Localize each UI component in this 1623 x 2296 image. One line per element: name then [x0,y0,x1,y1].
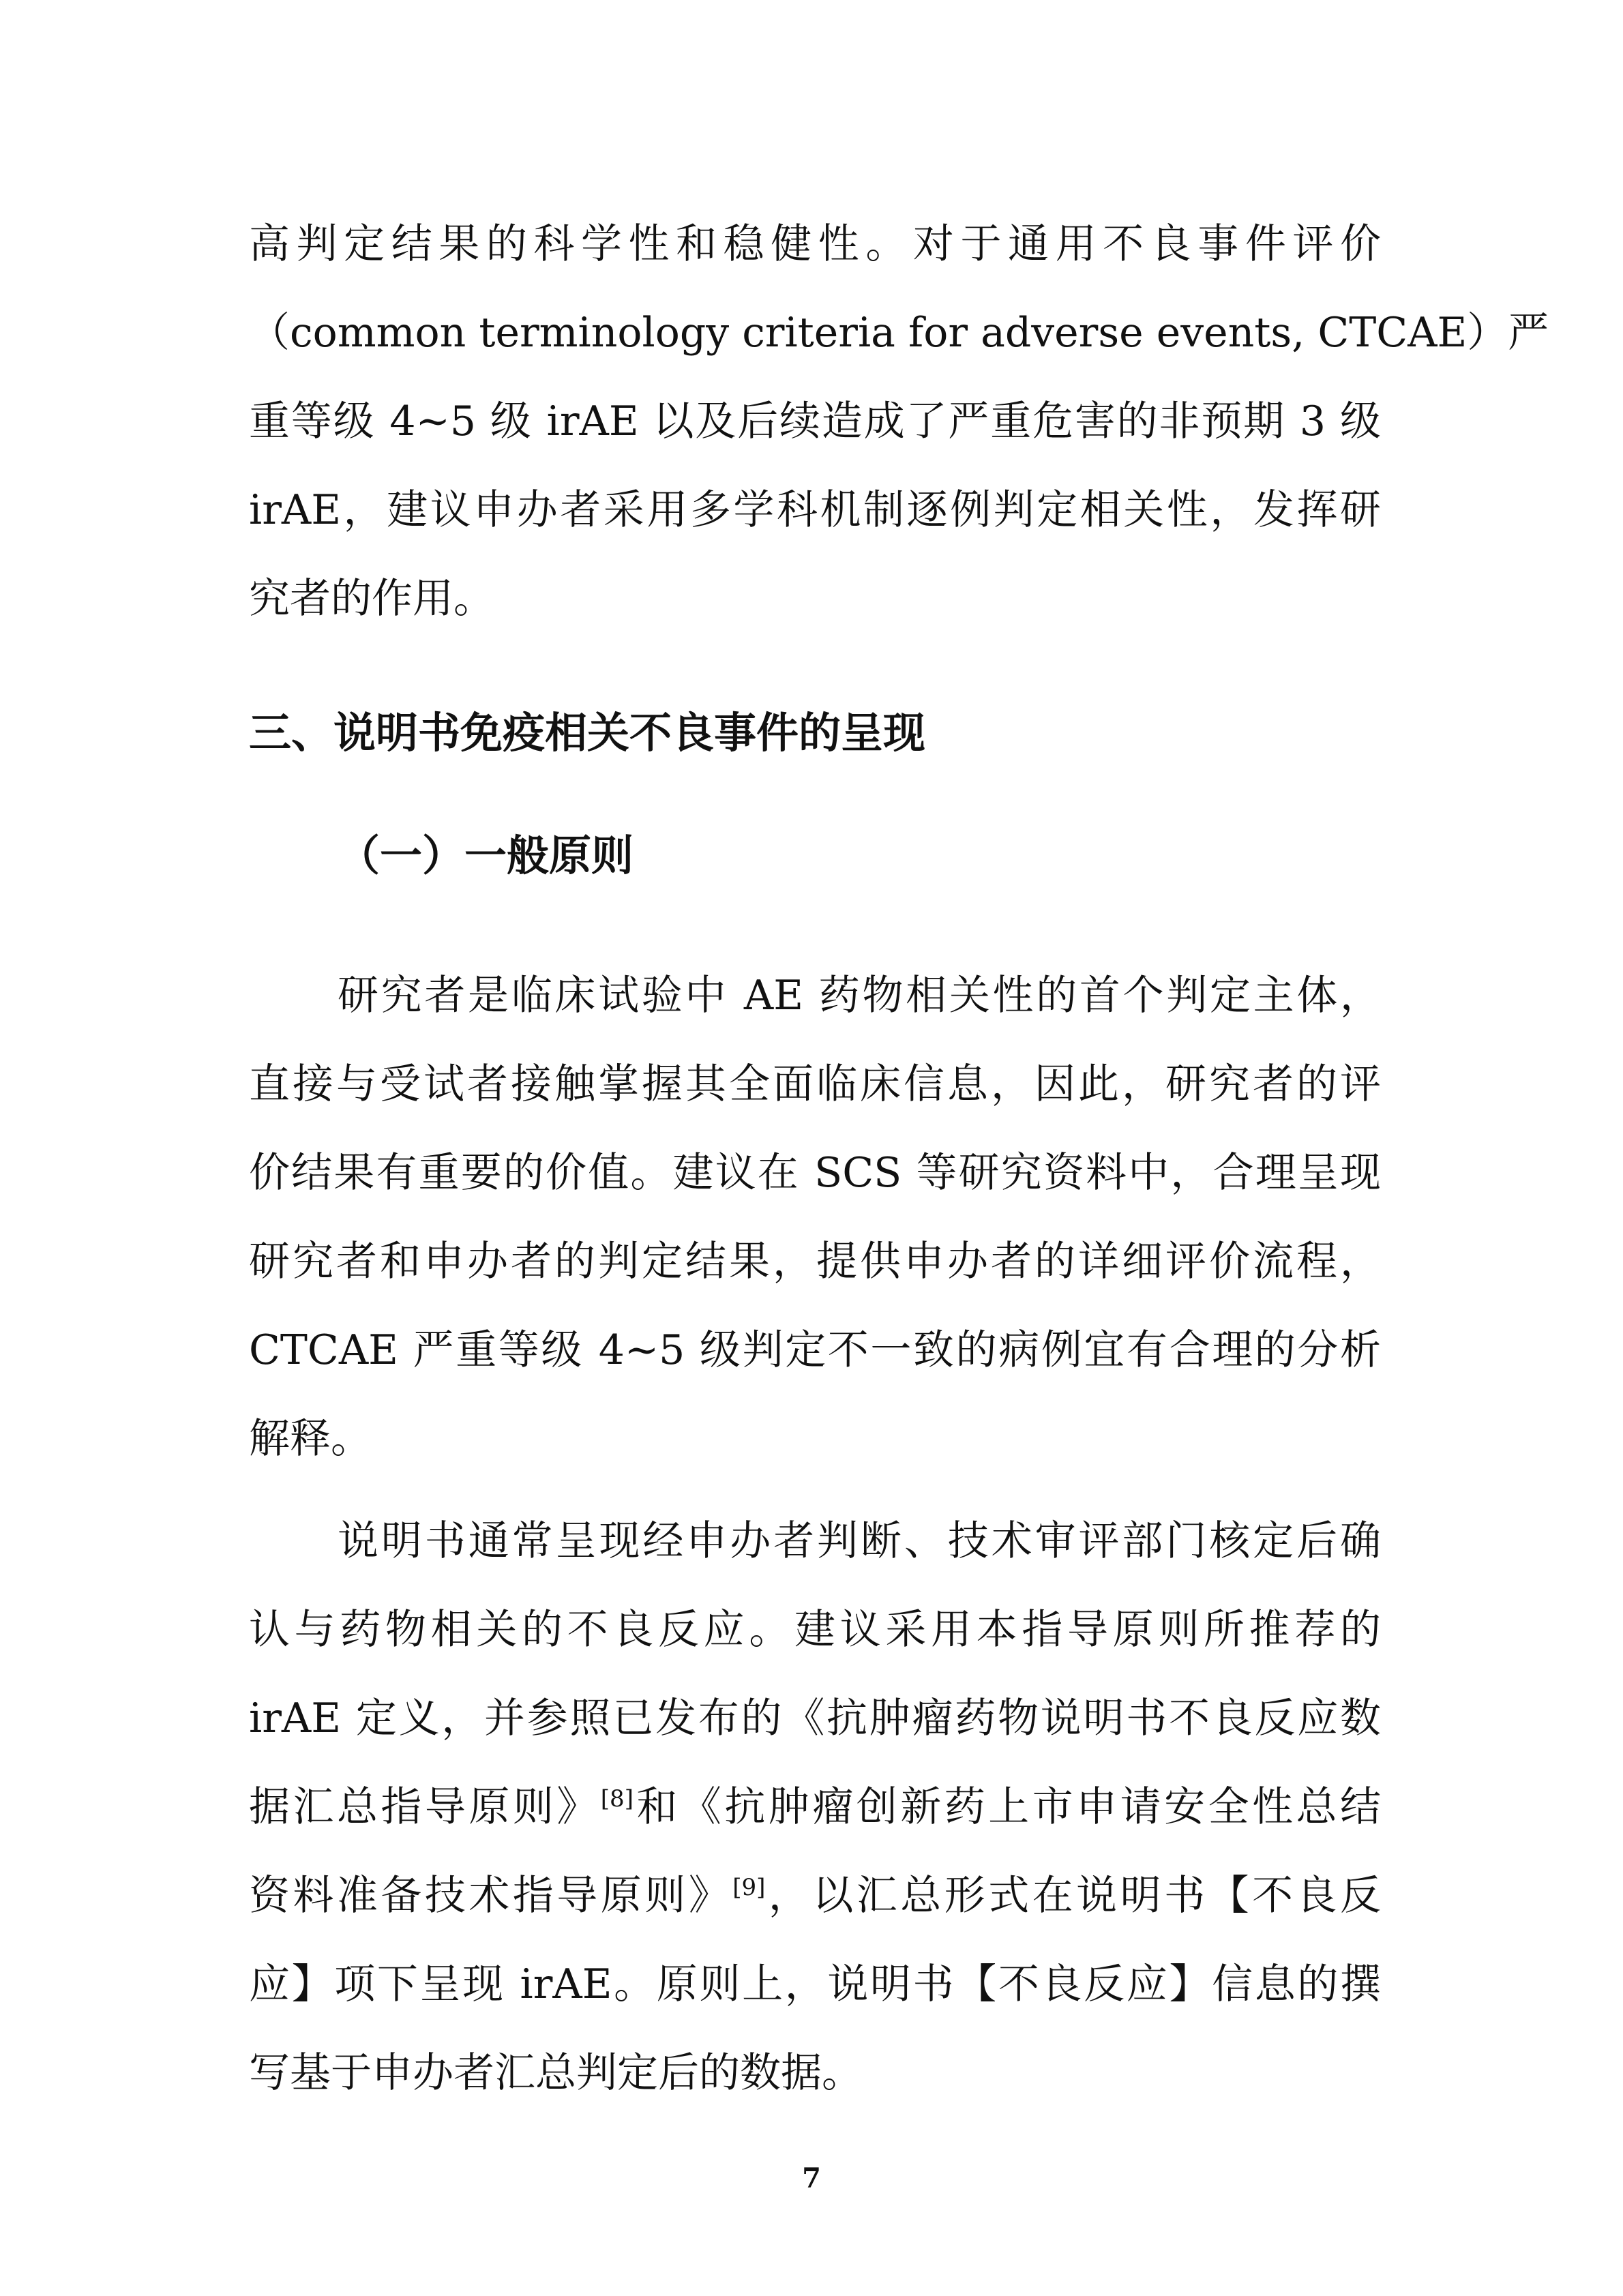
paragraph-text: 据汇总指导原则》 [249,1783,601,1831]
paragraph-line: 重等级 4~5 级 irAE 以及后续造成了严重危害的非预期 3 级 [249,398,1381,445]
paragraph-line: 直接与受试者接触掌握其全面临床信息，因此，研究者的评 [249,1060,1381,1108]
paragraph-line: irAE，建议申办者采用多学科机制逐例判定相关性，发挥研 [249,486,1381,534]
subsection-heading: （一）一般原则 [338,831,634,880]
citation-reference: [8] [600,1785,634,1813]
paragraph-line: 究者的作用。 [249,575,494,623]
paragraph-text: 资料准备技术指导原则》 [249,1872,733,1920]
paragraph-text: 和《抗肿瘤创新药上市申请安全性总结 [633,1783,1382,1831]
paragraph-line: 解释。 [249,1415,372,1463]
paragraph-line: 价结果有重要的价值。建议在 SCS 等研究资料中，合理呈现 [249,1149,1381,1197]
paragraph-line: （common terminology criteria for adverse events, CTCAE）严 [249,309,1549,357]
paragraph-text: ，以汇总形式在说明书【不良反 [765,1872,1382,1920]
paragraph-line: 写基于申办者汇总判定后的数据。 [249,2049,863,2097]
paragraph-line: 认与药物相关的不良反应。建议采用本指导原则所推荐的 [249,1606,1381,1654]
paragraph-line: 高判定结果的科学性和稳健性。对于通用不良事件评价 [249,220,1381,268]
paragraph-line: CTCAE 严重等级 4~5 级判定不一致的病例宜有合理的分析 [249,1326,1381,1374]
paragraph-line [249,1868,1381,1923]
paragraph-line: 应】项下呈现 irAE。原则上，说明书【不良反应】信息的撰 [249,1960,1381,2008]
paragraph-line: 说明书通常呈现经申办者判断、技术审评部门核定后确 [338,1517,1381,1565]
paragraph-line: irAE 定义，并参照已发布的《抗肿瘤药物说明书不良反应数 [249,1695,1381,1742]
paragraph-line: 研究者是临床试验中 AE 药物相关性的首个判定主体， [338,972,1381,1019]
paragraph-line: 研究者和申办者的判定结果，提供申办者的详细评价流程， [249,1238,1381,1285]
citation-reference: [9] [732,1874,766,1901]
paragraph-line [249,1780,1381,1834]
page-number: 7 [802,2162,821,2194]
section-heading: 三、说明书免疫相关不良事件的呈现 [249,708,926,758]
